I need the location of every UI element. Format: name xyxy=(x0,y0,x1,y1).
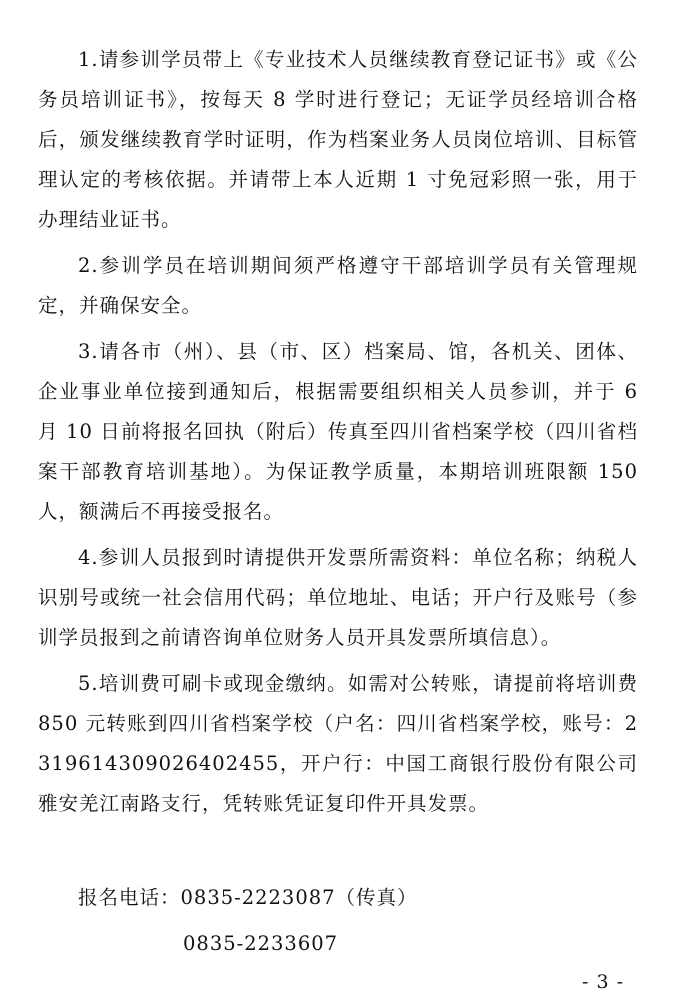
document-body xyxy=(38,40,638,830)
paragraph-4: 4.参训人员报到时请提供开发票所需资料：单位名称；纳税人识别号或统一社会信用代码；单位地址、电话；开户行及账号（参训学员报到之前请咨询单位财务人员开具发票所填信息）。 xyxy=(38,546,638,649)
contact-phone-line: 报名电话：0835-2223087（传真） xyxy=(78,886,418,909)
page-number: - 3 - xyxy=(582,971,625,993)
contact-phone-secondary: 0835-2233607 xyxy=(183,932,339,955)
paragraph-1: 1.请参训学员带上《专业技术人员继续教育登记证书》或《公务员培训证书》，按每天 8 学时进行登记；无证学员经培训合格后，颁发继续教育学时证明，作为档案业务人员岗位培训、目标管理认定的考核依据。并请带上本人近期 1 寸免冠彩照一张，用于办理结业证书。 xyxy=(38,48,638,231)
paragraph-5: 5.培训费可刷卡或现金缴纳。如需对公转账，请提前将培训费 850 元转账到四川省档案学校（户名：四川省档案学校，账号：2319614309026402455，开户行：中国工商银行股份有限公司雅安羌江南路支行，凭转账凭证复印件开具发票。 xyxy=(38,672,638,815)
paragraph-3: 3.请各市（州）、县（市、区）档案局、馆，各机关、团体、企业事业单位接到通知后，根据需要组织相关人员参训，并于 6 月 10 日前将报名回执（附后）传真至四川省档案学校（四川省档案干部教育培训基地）。为保证教学质量，本期培训班限额 150 人，额满后不再接受报名。 xyxy=(38,340,638,523)
paragraph-2: 2.参训学员在培训期间须严格遵守干部培训学员有关管理规定，并确保安全。 xyxy=(38,254,638,317)
